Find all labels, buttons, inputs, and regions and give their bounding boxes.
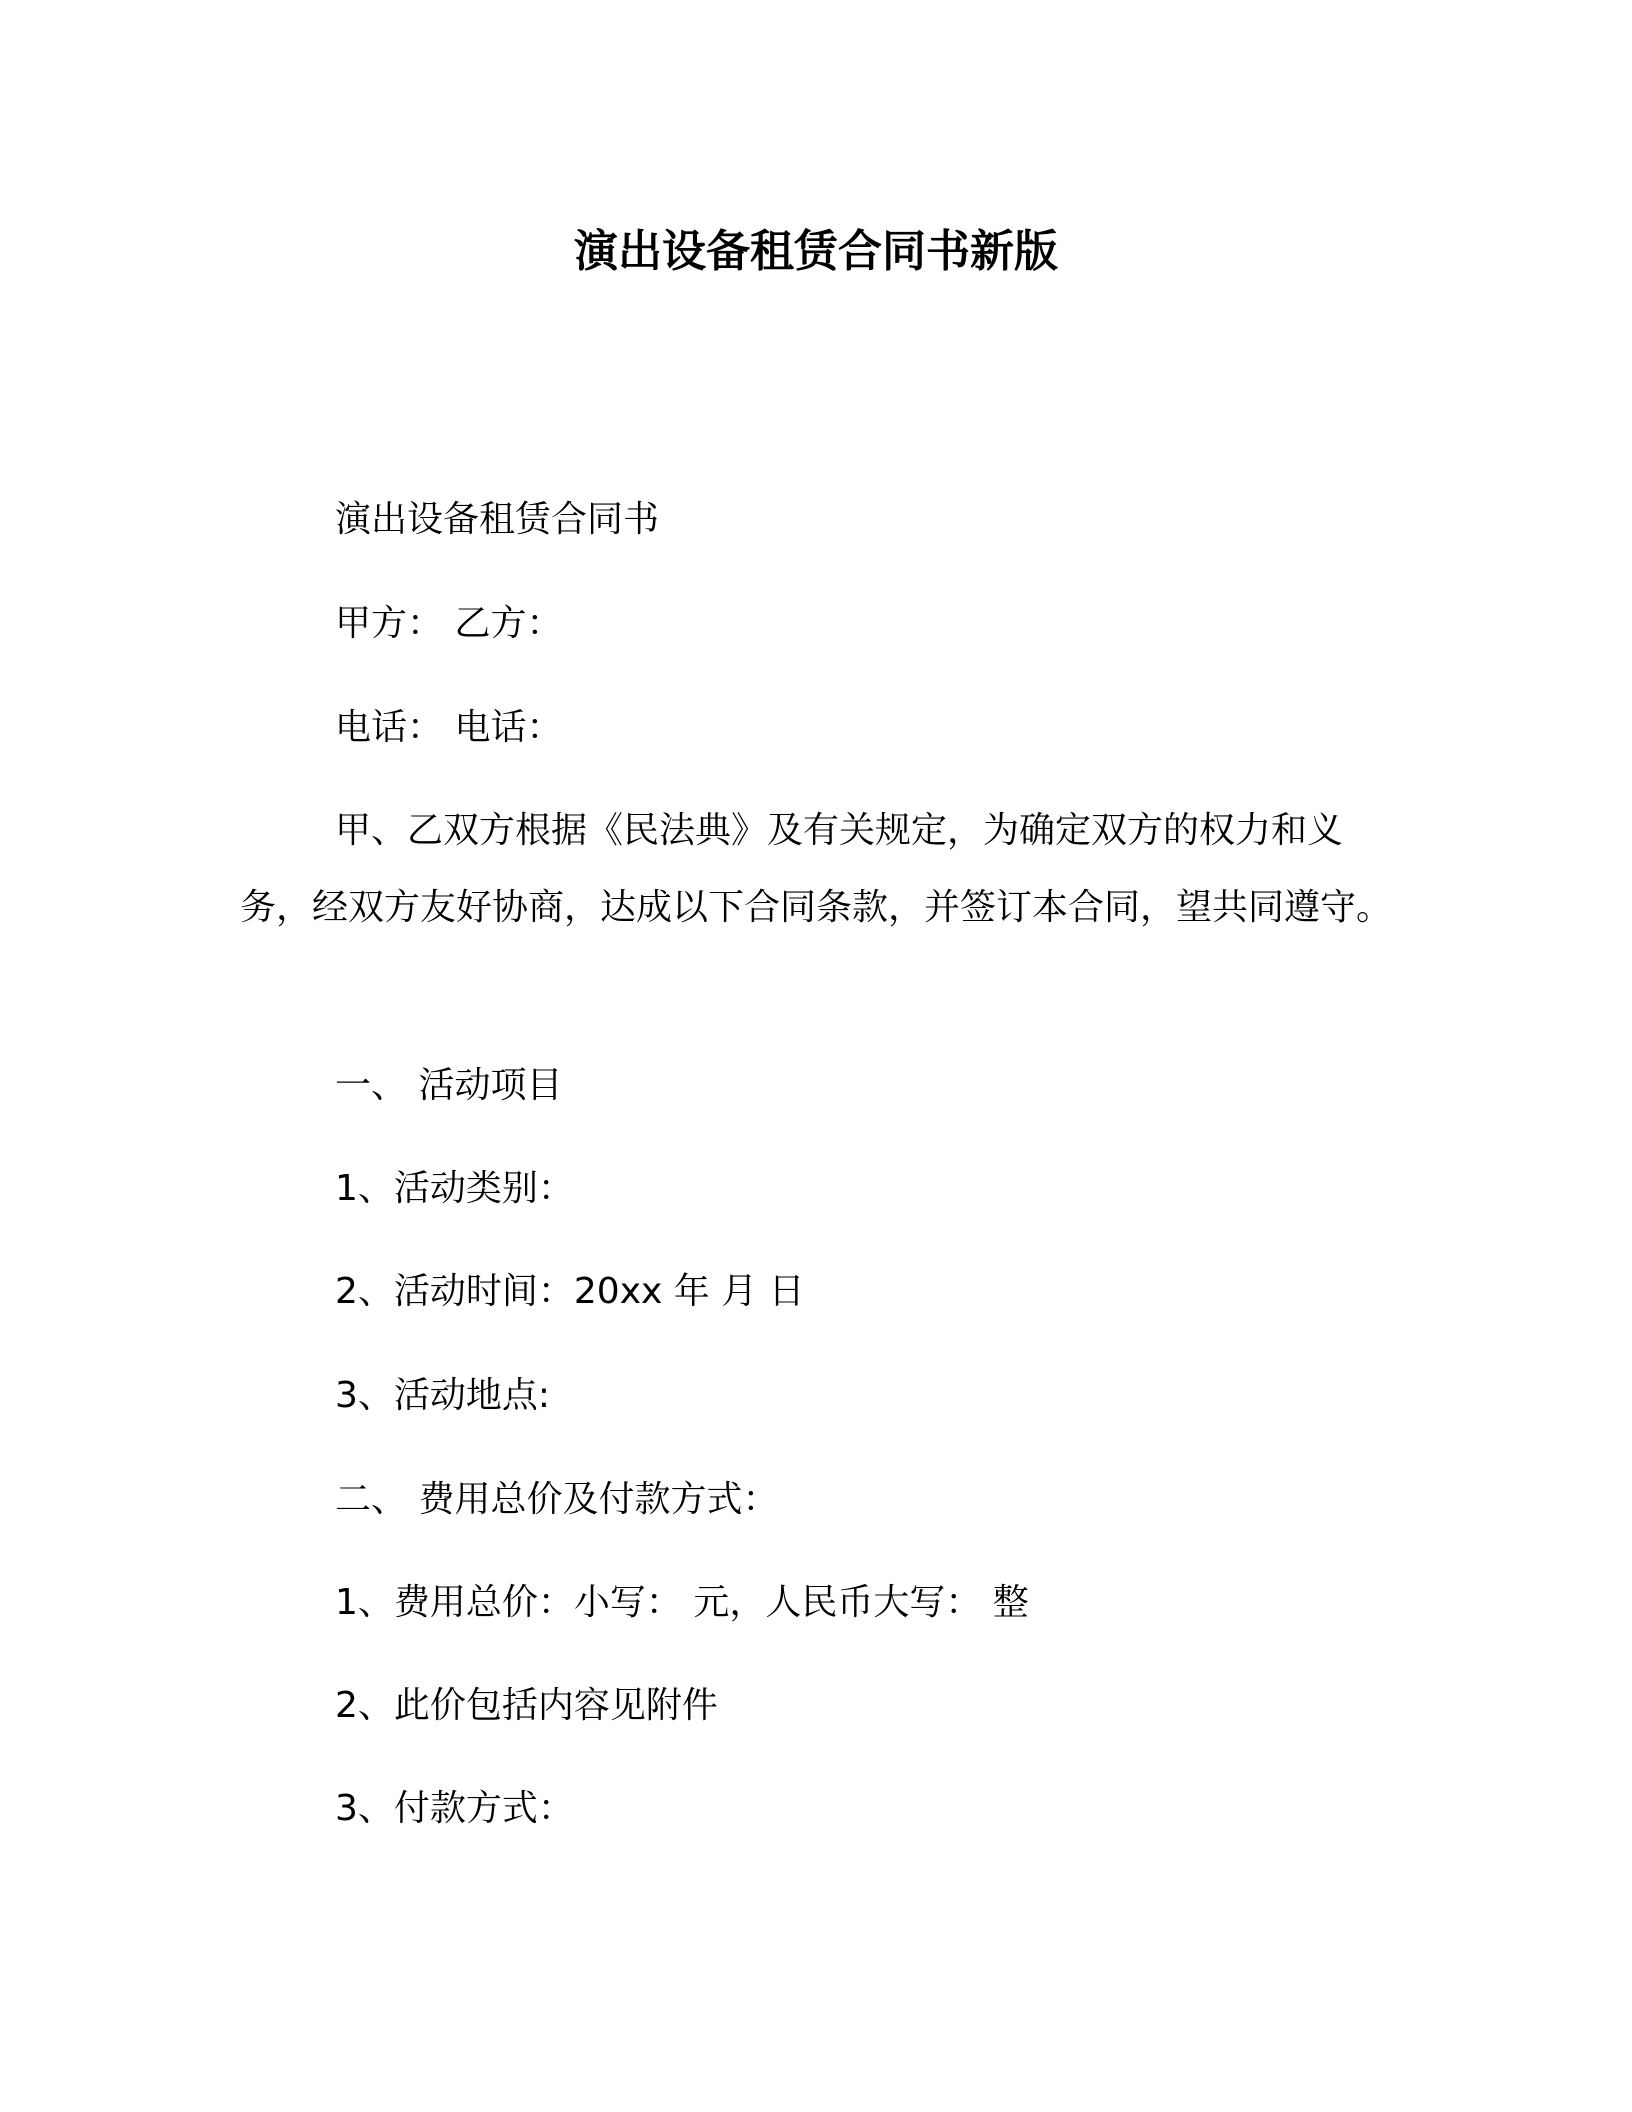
parties-line: 甲方： 乙方： <box>335 603 563 644</box>
section-1-heading: 一、 活动项目 <box>335 1065 563 1106</box>
contract-subtitle: 演出设备租赁合同书 <box>335 499 660 540</box>
phone-line: 电话： 电话： <box>335 707 563 748</box>
document-title: 演出设备租赁合同书新版 <box>574 226 1058 277</box>
section-2-heading: 二、 费用总价及付款方式： <box>335 1479 779 1520</box>
section-1-item-1: 1、活动类别： <box>335 1168 574 1209</box>
intro-paragraph: 甲、乙双方根据《民法典》及有关规定，为确定双方的权力和义务，经双方友好协商，达成以下合同条款，并签订本合同，望共同遵守。 <box>240 810 1393 928</box>
section-1-item-3: 3、活动地点: <box>335 1375 551 1416</box>
section-2-item-2: 2、此价包括内容见附件 <box>335 1685 718 1726</box>
section-2-item-3: 3、付款方式： <box>335 1788 574 1829</box>
section-2-item-1: 1、费用总价：小写： 元，人民币大写： 整 <box>335 1582 1029 1623</box>
section-1-item-2: 2、活动时间：20xx 年 月 日 <box>335 1271 805 1312</box>
